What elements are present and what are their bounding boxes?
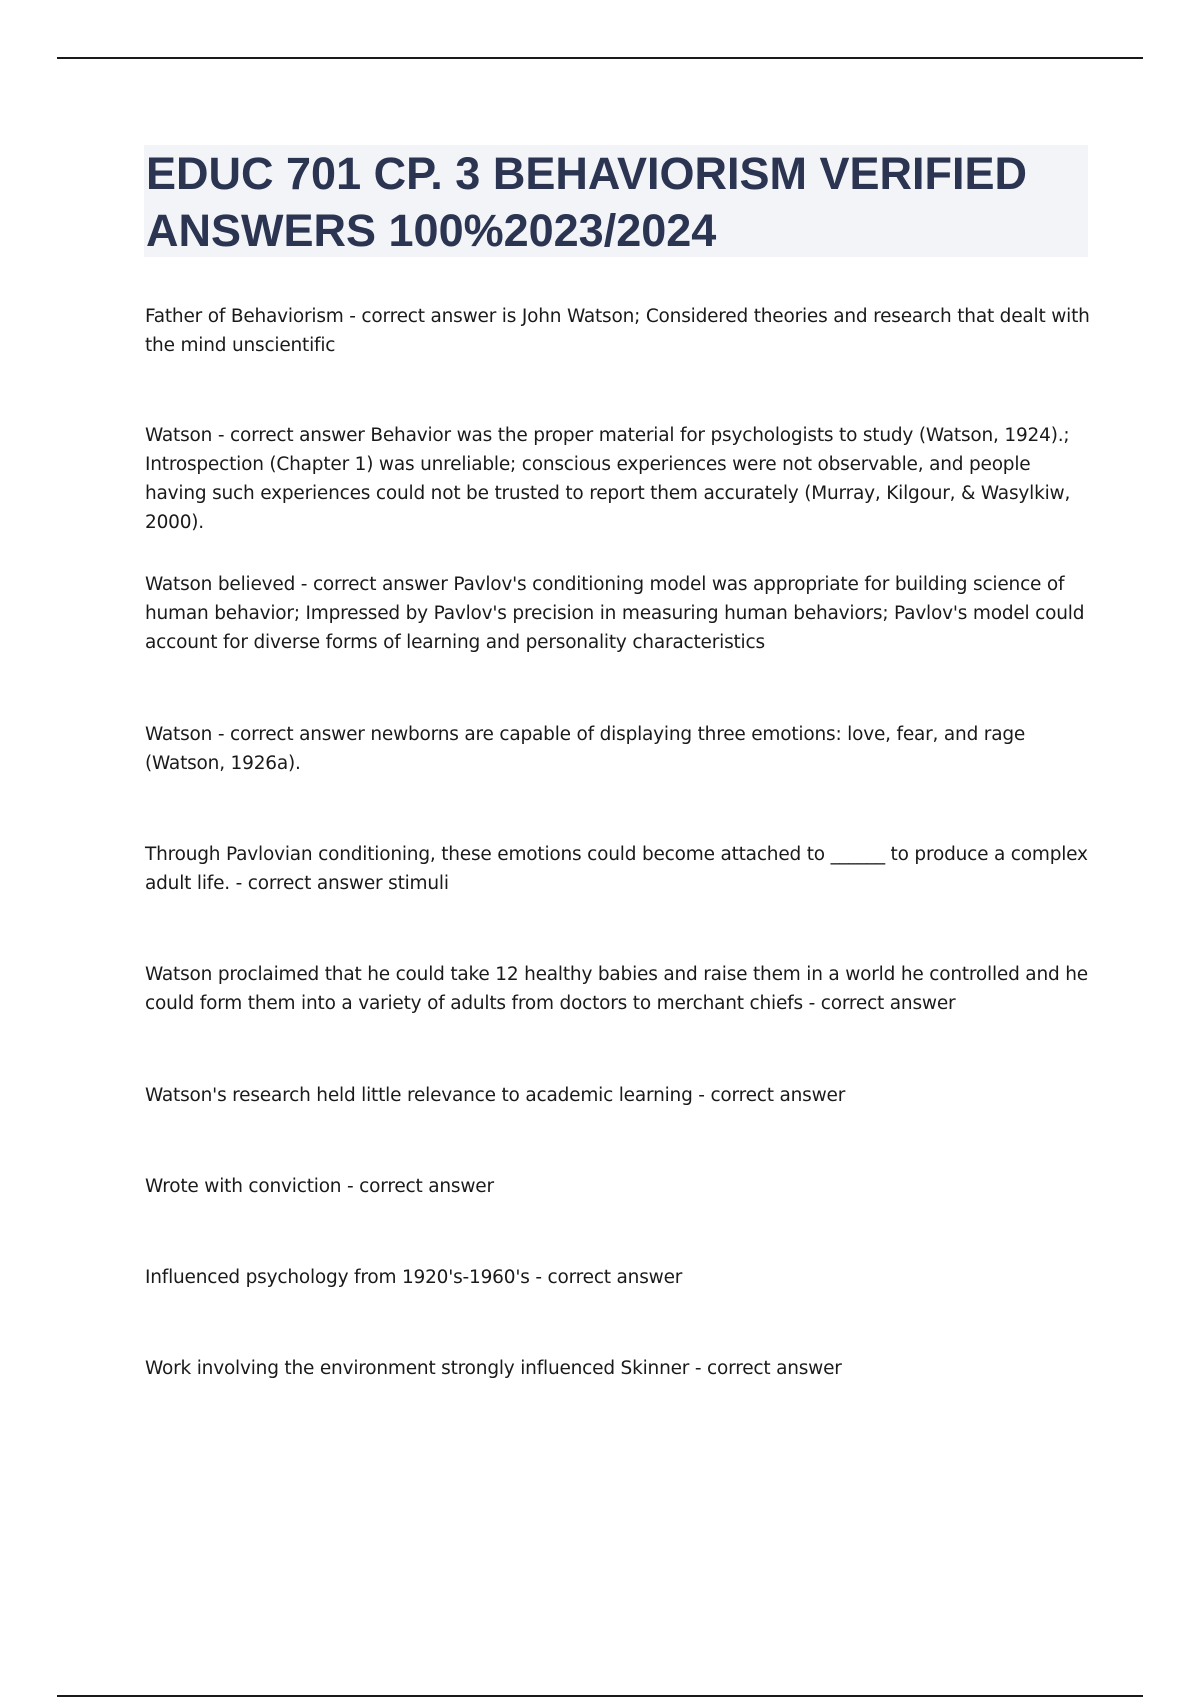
answer-entry-10: Work involving the environment strongly influenced Skinner - correct answer <box>145 1358 842 1379</box>
bottom-rule <box>57 1695 1143 1697</box>
answer-entry-7: Watson's research held little relevance to academic learning - correct answer <box>145 1085 846 1106</box>
answer-entry-4: Watson - correct answer newborns are capable of displaying three emotions: love, fear, and rage (Watson, 1926a). <box>145 724 1026 774</box>
answer-entry-5: Through Pavlovian conditioning, these emotions could become attached to ______ to produce a complex adult life. - correct answer stimuli <box>145 844 1088 894</box>
answer-entry-2: Watson - correct answer Behavior was the proper material for psychologists to study (Watson, 1924).; Introspection (Chapter 1) was unreliable; conscious experiences were not observable, and people having such experiences could not be trusted to report them accurately (Murray, Kilgour, & Wasylkiw, 2000). <box>145 425 1071 533</box>
answer-entry-6: Watson proclaimed that he could take 12 healthy babies and raise them in a world he controlled and he could form them into a variety of adults from doctors to merchant chiefs - correct answer <box>145 964 1088 1014</box>
answer-entry-9: Influenced psychology from 1920's-1960's - correct answer <box>145 1267 683 1288</box>
answer-entry-1: Father of Behaviorism - correct answer is John Watson; Considered theories and research that dealt with the mind unscientific <box>145 306 1090 356</box>
answer-entry-3: Watson believed - correct answer Pavlov's conditioning model was appropriate for building science of human behavior; Impressed by Pavlov's precision in measuring human behaviors; Pavlov's model could account for diverse forms of learning and personality characteristics <box>145 574 1085 653</box>
title-banner <box>144 145 1088 257</box>
answer-entry-8: Wrote with conviction - correct answer <box>145 1176 494 1197</box>
page-title: EDUC 701 CP. 3 BEHAVIORISM VERIFIED ANSWERS 100%2023/2024 <box>146 148 1028 256</box>
top-rule <box>57 57 1143 59</box>
